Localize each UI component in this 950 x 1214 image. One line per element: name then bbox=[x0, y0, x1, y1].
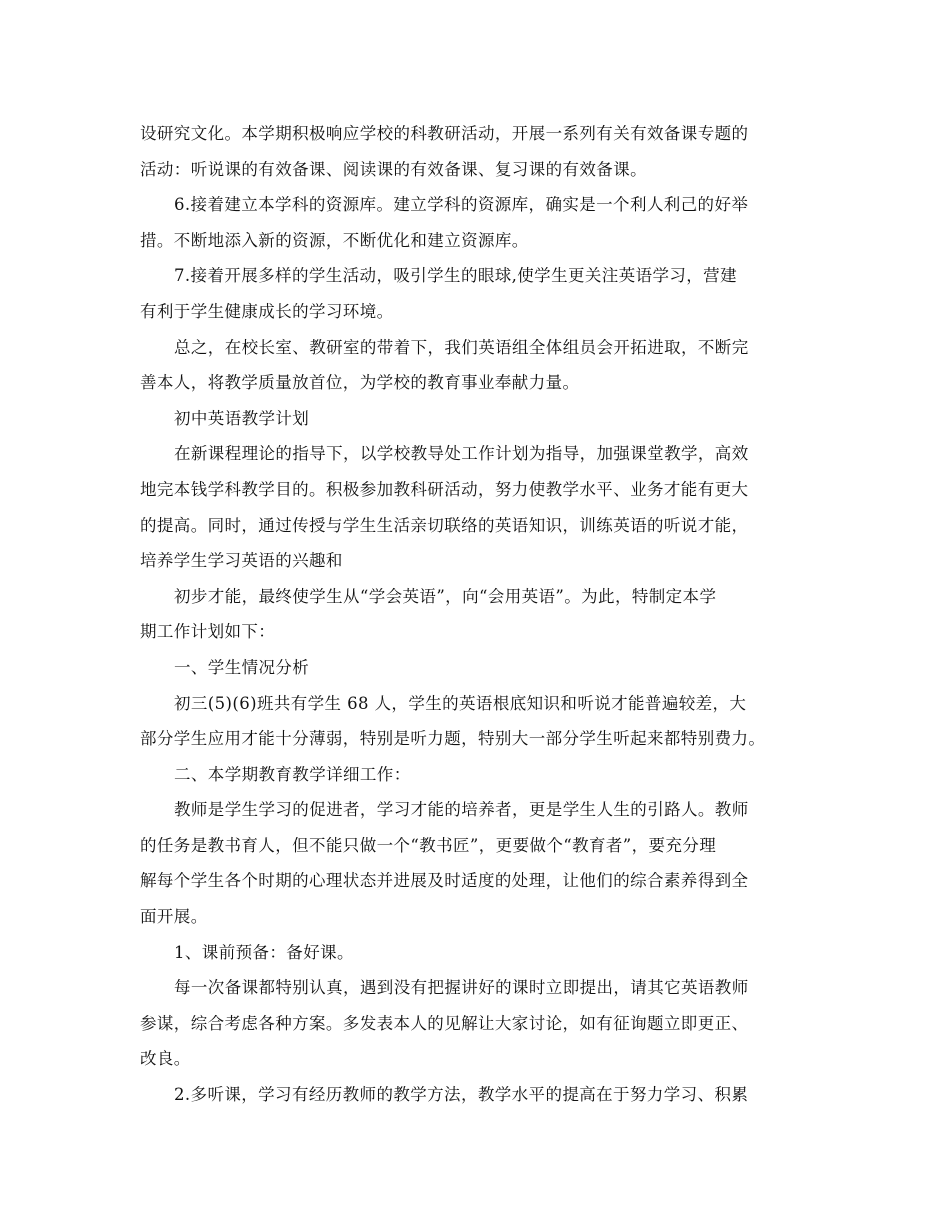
text-line: 面开展。 bbox=[140, 907, 208, 927]
text-line: 总之，在校长室、教研室的带着下，我们英语组全体组员会开拓进取，不断完 bbox=[174, 337, 749, 357]
text-line: 2.多听课，学习有经历教师的教学方法，教学水平的提高在于努力学习、积累 bbox=[174, 1085, 749, 1105]
text-line: 地完本钱学科教学目的。积极参加教科研活动，努力使教学水平、业务才能有更大 bbox=[140, 479, 749, 499]
text-line: 活动：听说课的有效备课、阅读课的有效备课、复习课的有效备课。 bbox=[140, 159, 647, 179]
text-line: 教师是学生学习的促进者，学习才能的培养者，更是学生人生的引路人。教师 bbox=[174, 800, 749, 820]
text-line: 期工作计划如下： bbox=[140, 622, 276, 642]
text-line: 的提高。同时，通过传授与学生生活亲切联络的英语知识，训练英语的听说才能， bbox=[140, 515, 749, 535]
text-line: 7.接着开展多样的学生活动，吸引学生的眼球,使学生更关注英语学习，营建 bbox=[174, 266, 737, 286]
text-line: 初三(5)(6)班共有学生 68 人，学生的英语根底知识和听说才能普遍较差，大 bbox=[174, 693, 747, 713]
text-line: 部分学生应用才能十分薄弱，特别是听力题，特别大一部分学生听起来都特别费力。 bbox=[140, 729, 766, 749]
text-line: 每一次备课都特别认真，遇到没有把握讲好的课时立即提出，请其它英语教师 bbox=[174, 978, 749, 998]
text-line: 参谋，综合考虑各种方案。多发表本人的见解让大家讨论，如有征询题立即更正、 bbox=[140, 1013, 749, 1033]
document-body bbox=[140, 116, 830, 1113]
text-line: 措。不断地添入新的资源，不断优化和建立资源库。 bbox=[140, 230, 529, 250]
text-line: 改良。 bbox=[140, 1049, 191, 1069]
text-line: 解每个学生各个时期的心理状态并进展及时适度的处理，让他们的综合素养得到全 bbox=[140, 871, 749, 891]
text-line: 初步才能，最终使学生从“学会英语”，向“会用英语”。为此，特制定本学 bbox=[174, 586, 717, 606]
text-line: 1、课前预备：备好课。 bbox=[174, 942, 354, 962]
text-line: 善本人，将教学质量放首位，为学校的教育事业奉献力量。 bbox=[140, 373, 580, 393]
text-line: 6.接着建立本学科的资源库。建立学科的资源库，确实是一个利人利己的好举 bbox=[174, 195, 749, 215]
text-line: 有利于学生健康成长的学习环境。 bbox=[140, 301, 394, 321]
text-line: 的任务是教书育人，但不能只做一个“教书匠”，更要做个“教育者”，要充分理 bbox=[140, 835, 717, 855]
text-line: 设研究文化。本学期积极响应学校的科教研活动，开展一系列有关有效备课专题的 bbox=[140, 124, 749, 143]
text-line: 二、本学期教育教学详细工作： bbox=[174, 764, 411, 784]
text-line: 在新课程理论的指导下，以学校教导处工作计划为指导，加强课堂教学，高效 bbox=[174, 444, 749, 464]
text-line: 一、学生情况分析 bbox=[174, 657, 310, 677]
text-line: 培养学生学习英语的兴趣和 bbox=[140, 551, 343, 571]
text-line: 初中英语教学计划 bbox=[174, 408, 310, 428]
